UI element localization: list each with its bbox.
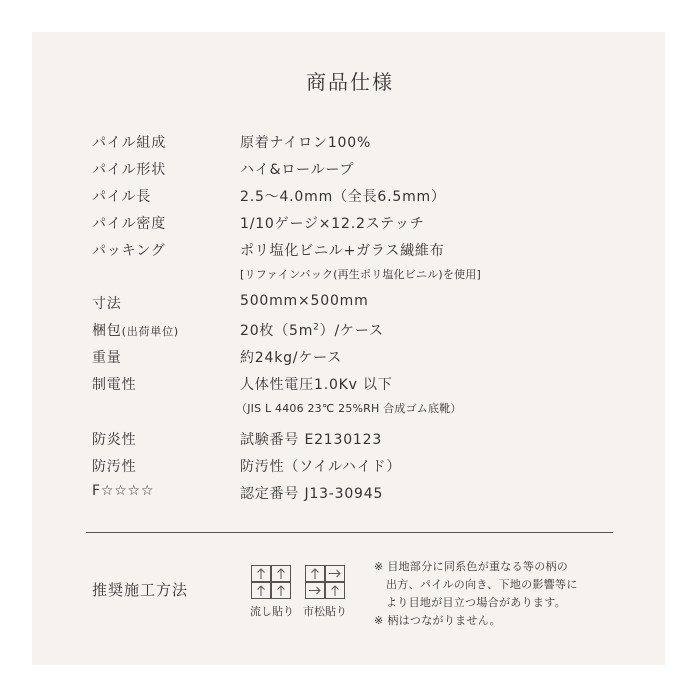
spec-label: パイル組成 — [92, 135, 166, 151]
spec-label — [92, 320, 179, 340]
spec-value-sup: 2 — [313, 322, 320, 333]
spec-label: 寸法 — [92, 296, 122, 312]
spec-label: パイル長 — [92, 189, 152, 205]
spec-label: 重量 — [92, 350, 122, 366]
section-divider — [86, 532, 613, 533]
spec-label: F☆☆☆☆ — [92, 483, 155, 499]
installation-note: より目地が目立つ場合があります。 — [386, 596, 566, 609]
spec-value: ポリ塩化ビニル+ガラス繊維布 — [240, 243, 445, 259]
spec-value: 原着ナイロン100% — [240, 135, 372, 151]
spec-value: 試験番号 E2130123 — [240, 432, 383, 448]
spec-value: 1/10ゲージ×12.2ステッチ — [240, 216, 425, 232]
spec-subnote: （JIS L 4406 23℃ 25%RH 合成ゴム底靴） — [236, 402, 462, 415]
spec-value — [240, 320, 384, 340]
spec-value: 約24kg/ケース — [240, 350, 343, 366]
spec-value: 500mm×500mm — [240, 293, 369, 309]
spec-value: 人体性電圧1.0Kv 以下 — [240, 377, 393, 393]
spec-value: 防汚性（ソイルハイド） — [240, 459, 402, 475]
page-title: 商品仕様 — [306, 70, 394, 94]
checkerboard-arrows-icon — [305, 565, 345, 599]
parallel-arrows-icon — [251, 565, 291, 599]
spec-label: パッキング — [92, 243, 166, 259]
spec-label-small: (出荷単位) — [121, 325, 179, 338]
installation-note: 出方、パイルの向き、下地の影響等に — [386, 578, 578, 591]
spec-label: 制電性 — [92, 377, 137, 393]
spec-value: 2.5～4.0mm（全長6.5mm） — [240, 189, 446, 205]
spec-subnote: [リファインバック(再生ポリ塩化ビニル)を使用] — [240, 268, 481, 281]
spec-value-pre: 20枚（5m — [240, 323, 314, 339]
spec-value: 認定番号 J13-30945 — [240, 486, 384, 502]
pattern-caption: 市松貼り — [303, 605, 347, 618]
spec-label: パイル形状 — [92, 162, 166, 178]
spec-label-main: 梱包 — [92, 323, 122, 339]
pattern-caption: 流し貼り — [250, 605, 294, 618]
spec-value-post: ）/ケース — [319, 323, 384, 339]
installation-method-label: 推奨施工方法 — [92, 581, 189, 599]
spec-label: 防炎性 — [92, 432, 137, 448]
spec-panel — [32, 32, 665, 665]
spec-value: ハイ&ローループ — [240, 162, 355, 178]
installation-note: ※ 目地部分に同系色が重なる等の柄の — [374, 560, 569, 573]
spec-label: 防汚性 — [92, 459, 137, 475]
installation-note: ※ 柄はつながりません。 — [374, 614, 501, 627]
spec-label: パイル密度 — [92, 216, 166, 232]
